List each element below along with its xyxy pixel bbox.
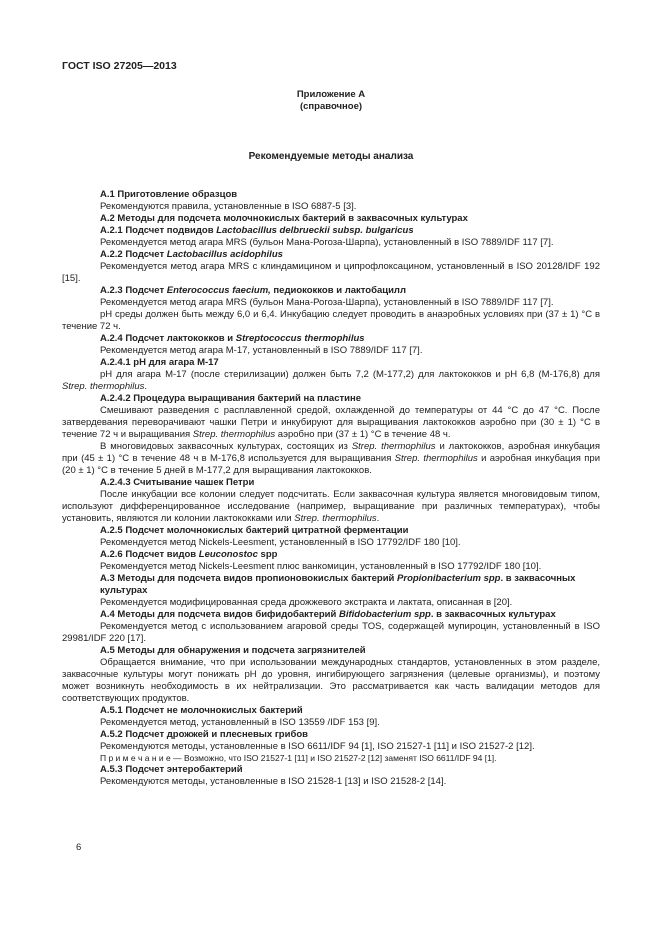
paragraph: pH для агара М-17 (после стерилизации) должен быть 7,2 (М-177,2) для лактококков и pH 6,8 (М-176,8) для Strep. thermophilus.	[62, 369, 600, 392]
note: П р и м е ч а н и е — Возможно, что ISO 21527-1 [11] и ISO 21527-2 [12] заменят ISO 6611/IDF 94 [1].	[100, 753, 497, 763]
subsection-heading: А.2.1 Подсчет подвидов Lactobacillus delbrueckii subsp. bulgaricus	[100, 225, 414, 236]
paragraph: Рекомендуется модифицированная среда дрожжевого экстракта и лактата, описанная в [20].	[100, 597, 513, 608]
subsection-heading: А.2.2 Подсчет Lactobacillus acidophilus	[100, 249, 283, 260]
paragraph: Рекомендуются методы, установленные в ISO 6611/IDF 94 [1], ISO 21527-1 [11] и ISO 21527-2 [12].	[100, 741, 535, 752]
doc-code: ГОСТ ISO 27205—2013	[62, 60, 177, 72]
subsection-heading: А.2.3 Подсчет Enterococcus faecium, педиококков и лактобацилл	[100, 285, 406, 296]
paragraph: Рекомендуется метод, установленный в ISO 13559 /IDF 153 [9].	[100, 717, 380, 728]
subsection-heading: А.2.5 Подсчет молочнокислых бактерий цитратной ферментации	[100, 525, 409, 536]
subsection-heading: А.2.6 Подсчет видов Leuconostoc spp	[100, 549, 278, 560]
subsection-heading: А.5.3 Подсчет энтеробактерий	[100, 764, 243, 775]
paragraph: Рекомендуется метод Nickels-Leesment, установленный в ISO 17792/IDF 180 [10].	[100, 537, 461, 548]
paragraph: В многовидовых заквасочных культурах, состоящих из Strep. thermophilus и лактококков, аэробная инкубация при (45 ± 1) °С в течение 48 ч в М-176,8 используется для выращивания Strep. thermophilus и аэробная инкубация при (20 ± 1) °С в течение 5 дней в М-177,2 для выращивания лактококков.	[62, 441, 601, 476]
paragraph: Рекомендуется метод агара М-17, установленный в ISO 7889/IDF 117 [7].	[100, 345, 423, 356]
annex-heading	[62, 89, 600, 113]
paragraph: Рекомендуется метод с использованием агаровой среды TOS, содержащей мупироцин, установленный в ISO 29981/IDF 220 [17].	[62, 621, 600, 644]
annex-label: Приложение А	[296, 89, 366, 100]
paragraph: Рекомендуется метод агара MRS (бульон Мана-Рогоза-Шарпа), установленный в ISO 7889/IDF 117 [7].	[100, 237, 554, 248]
paragraph: Рекомендуется метод агара MRS (бульон Мана-Рогоза-Шарпа), установленный в ISO 7889/IDF 117 [7].	[100, 297, 554, 308]
paragraph: Рекомендуются правила, установленные в ISO 6887-5 [3].	[100, 201, 357, 212]
paragraph: Рекомендуются методы, установленные в ISO 21528-1 [13] и ISO 21528-2 [14].	[100, 776, 447, 787]
subsection-heading: А.2.4.3 Считывание чашек Петри	[100, 477, 255, 488]
subsection-heading: А.5.2 Подсчет дрожжей и плесневых грибов	[100, 729, 308, 740]
annex-kind: (справочное)	[299, 101, 363, 112]
paragraph: После инкубации все колонии следует подсчитать. Если заквасочная культура является многовидовым типом, используют дифференцированное исследование (например, выращивание при различных температурах), чтобы установить, являются ли колонии лактококками или Strep. thermophilus.	[62, 489, 600, 524]
section-heading: А.5 Методы для обнаружения и подсчета загрязнителей	[100, 645, 366, 656]
section-heading: А.2 Методы для подсчета молочнокислых бактерий в заквасочных культурах	[100, 213, 468, 224]
section-heading: А.1 Приготовление образцов	[100, 189, 238, 200]
section-heading: А.3 Методы для подсчета видов пропионовокислых бактерий Propionibacterium spp. в заквасочных культурах	[100, 573, 576, 596]
subsection-heading: А.2.4 Подсчет лактококков и Streptococcus thermophilus	[100, 333, 365, 344]
page-number: 6	[76, 842, 82, 853]
subsection-heading: А.2.4.2 Процедура выращивания бактерий на пластине	[100, 393, 361, 404]
paragraph: Смешивают разведения с расплавленной средой, охлажденной до температуры от 44 °С до 47 °С. После затвердевания переворачивают чашки Петри и инкубируют для выращивания лактококков аэробно при (30 ± 1) °С в течение 72 ч и выращивания Strep. thermophilus аэробно при (37 ± 1) °С в течение 48 ч.	[62, 405, 600, 440]
paragraph: pH среды должен быть между 6,0 и 6,4. Инкубацию следует проводить в анаэробных условиях при (37 ± 1) °С в течение 72 ч.	[62, 309, 600, 332]
subsection-heading: А.2.4.1 pH для агара М-17	[100, 357, 219, 368]
section-heading: А.4 Методы для подсчета видов бифидобактерий Bifidobacterium spp. в заквасочных культурах	[100, 609, 556, 620]
paragraph: Обращается внимание, что при использовании международных стандартов, установленных в этом разделе, заквасочные культуры могут понижать pH до уровня, ингибирующего загрязнения (целевые организмы), и поэтому может возникнуть необходимость в их нейтрализации. Это рассматривается как часть валидации методов для соответствующих продуктов.	[62, 657, 600, 704]
paragraph: Рекомендуется метод Nickels-Leesment плюс ванкомицин, установленный в ISO 17792/IDF 180 [10].	[100, 561, 542, 572]
content-blocks	[62, 189, 600, 788]
subsection-heading: А.5.1 Подсчет не молочнокислых бактерий	[100, 705, 303, 716]
paragraph: Рекомендуется метод агара MRS с клиндамицином и ципрофлоксацином, установленный в ISO 20128/IDF 192 [15].	[62, 261, 600, 284]
page-title: Рекомендуемые методы анализа	[248, 151, 414, 162]
